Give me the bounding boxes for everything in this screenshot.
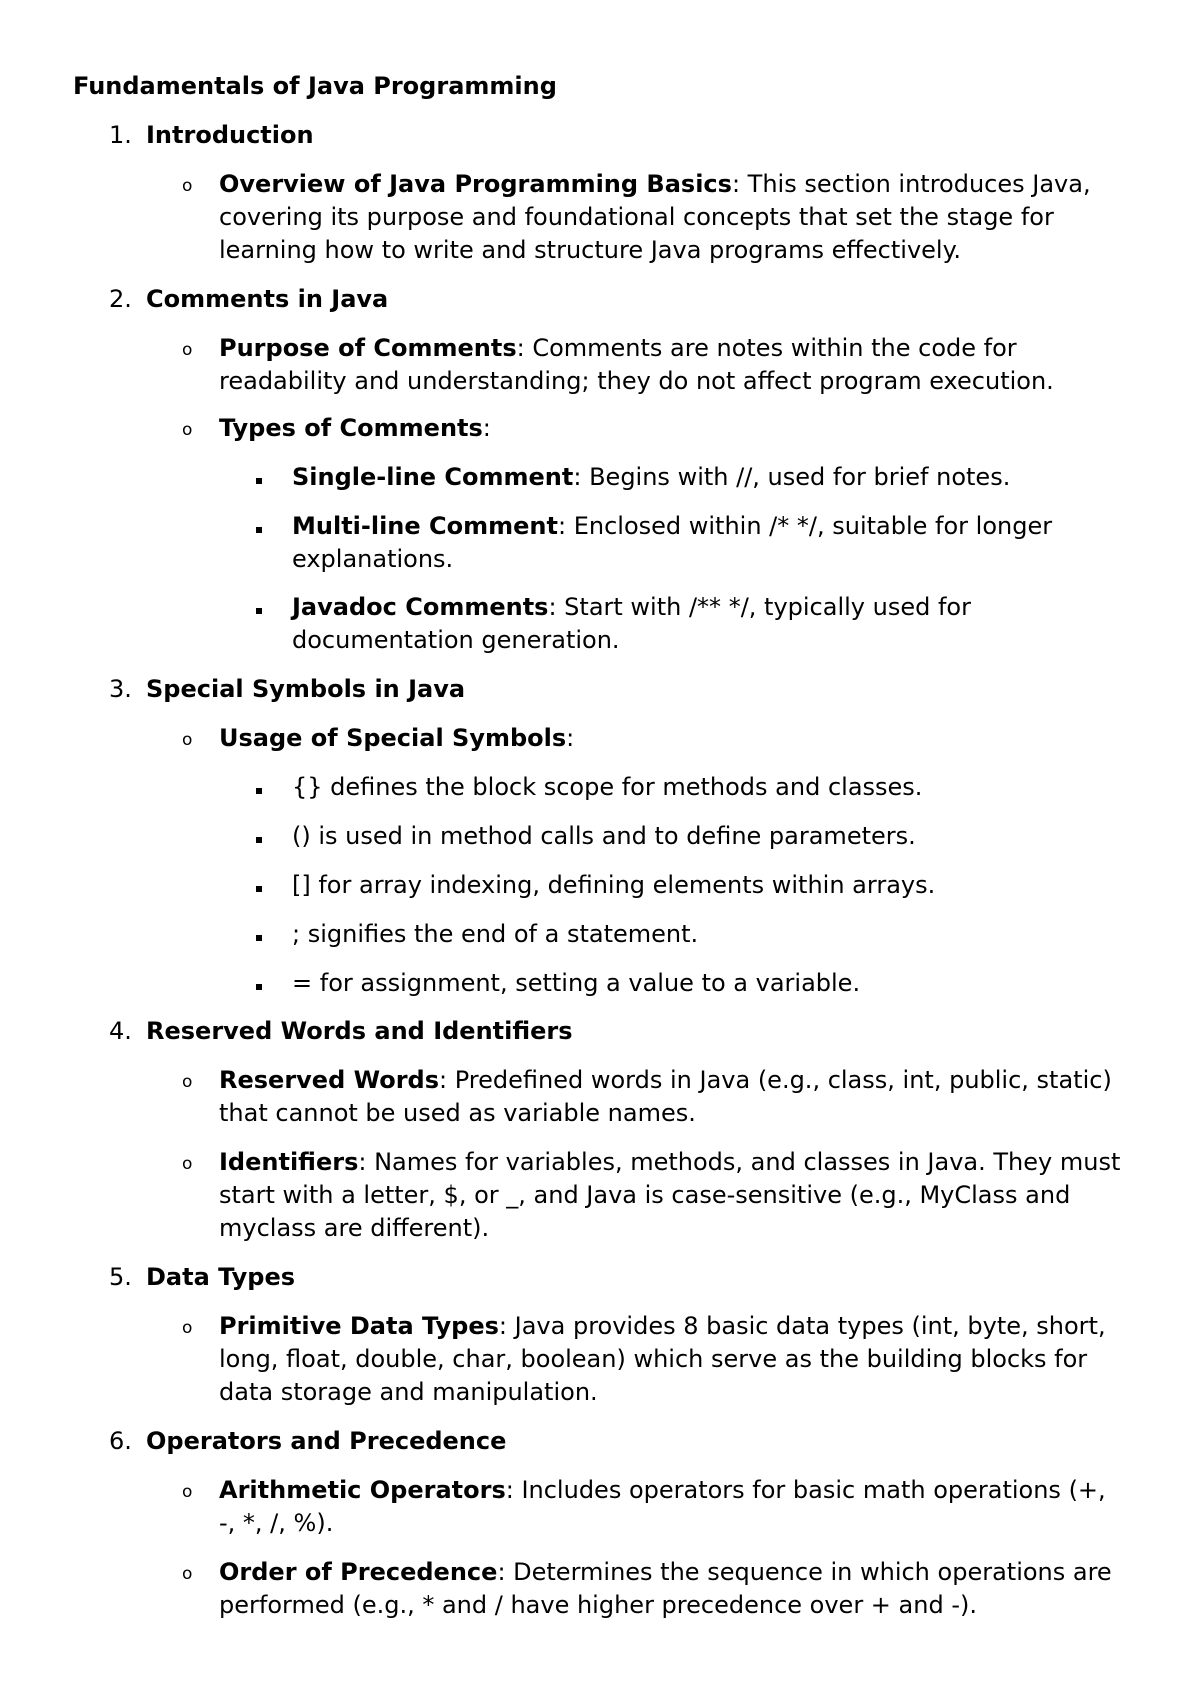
section-title-introduction: Introduction [146,121,314,149]
list-item: Usage of Special Symbols: [219,724,575,752]
hollow-bullet-icon: o [182,1318,193,1338]
item-text-line: that cannot be used as variable names. [219,1099,696,1127]
item-text-line: readability and understanding; they do not affect program execution. [219,367,1054,395]
item-term: Identifiers [219,1148,359,1176]
item-text-line: long, float, double, char, boolean) which serve as the building blocks for [219,1345,1088,1373]
square-bullet-icon [256,788,262,794]
list-item: Primitive Data Types: Java provides 8 basic data types (int, byte, short, [219,1312,1106,1340]
list-item: Types of Comments: [219,414,491,442]
sub-list-item: () is used in method calls and to define parameters. [292,822,916,850]
section-number: 6. [109,1427,132,1455]
section-number: 2. [109,285,132,313]
section-title-comments: Comments in Java [146,285,389,313]
section-title-data-types: Data Types [146,1263,296,1291]
item-term: Arithmetic Operators [219,1476,506,1504]
sub-list-item: [] for array indexing, defining elements within arrays. [292,871,936,899]
item-text-line: -, *, /, %). [219,1509,334,1537]
item-text-line: start with a letter, $, or _, and Java is case-sensitive (e.g., MyClass and [219,1181,1071,1209]
item-text-line: explanations. [292,545,454,573]
item-term: Purpose of Comments [219,334,517,362]
sub-list-item: ; signifies the end of a statement. [292,920,699,948]
item-text-line: performed (e.g., * and / have higher precedence over + and -). [219,1591,977,1619]
list-item: Arithmetic Operators: Includes operators for basic math operations (+, [219,1476,1106,1504]
square-bullet-icon [256,478,262,484]
item-term: Usage of Special Symbols [219,724,567,752]
document-title: Fundamentals of Java Programming [73,72,557,100]
item-term: Reserved Words [219,1066,440,1094]
hollow-bullet-icon: o [182,730,193,750]
section-number: 1. [109,121,132,149]
sub-list-item: Multi-line Comment: Enclosed within /* */, suitable for longer [292,512,1053,540]
item-term: Overview of Java Programming Basics [219,170,732,198]
item-text-line: learning how to write and structure Java programs effectively. [219,236,961,264]
item-term: Single-line Comment [292,463,574,491]
section-title-operators: Operators and Precedence [146,1427,507,1455]
hollow-bullet-icon: o [182,1482,193,1502]
hollow-bullet-icon: o [182,1154,193,1174]
item-text-line: data storage and manipulation. [219,1378,598,1406]
list-item: Purpose of Comments: Comments are notes within the code for [219,334,1017,362]
hollow-bullet-icon: o [182,1072,193,1092]
hollow-bullet-icon: o [182,1564,193,1584]
section-number: 4. [109,1017,132,1045]
square-bullet-icon [256,935,262,941]
sub-list-item: = for assignment, setting a value to a variable. [292,969,861,997]
item-term: Types of Comments [219,414,483,442]
list-item: Overview of Java Programming Basics: This section introduces Java, [219,170,1091,198]
sub-list-item: Javadoc Comments: Start with /** */, typically used for [292,593,971,621]
section-title-special-symbols: Special Symbols in Java [146,675,466,703]
hollow-bullet-icon: o [182,420,193,440]
section-number: 3. [109,675,132,703]
sub-list-item: Single-line Comment: Begins with //, used for brief notes. [292,463,1011,491]
item-term: Order of Precedence [219,1558,498,1586]
section-title-reserved-words: Reserved Words and Identifiers [146,1017,573,1045]
hollow-bullet-icon: o [182,176,193,196]
square-bullet-icon [256,886,262,892]
square-bullet-icon [256,984,262,990]
item-term: Multi-line Comment [292,512,558,540]
square-bullet-icon [256,837,262,843]
sub-list-item: {} defines the block scope for methods and classes. [292,773,923,801]
square-bullet-icon [256,527,262,533]
item-text-line: covering its purpose and foundational concepts that set the stage for [219,203,1054,231]
list-item: Reserved Words: Predefined words in Java (e.g., class, int, public, static) [219,1066,1112,1094]
hollow-bullet-icon: o [182,340,193,360]
item-text-line: myclass are different). [219,1214,490,1242]
square-bullet-icon [256,608,262,614]
list-item: Order of Precedence: Determines the sequence in which operations are [219,1558,1112,1586]
section-number: 5. [109,1263,132,1291]
item-term: Primitive Data Types [219,1312,499,1340]
list-item: Identifiers: Names for variables, methods, and classes in Java. They must [219,1148,1121,1176]
item-text-line: documentation generation. [292,626,620,654]
item-term: Javadoc Comments [292,593,549,621]
